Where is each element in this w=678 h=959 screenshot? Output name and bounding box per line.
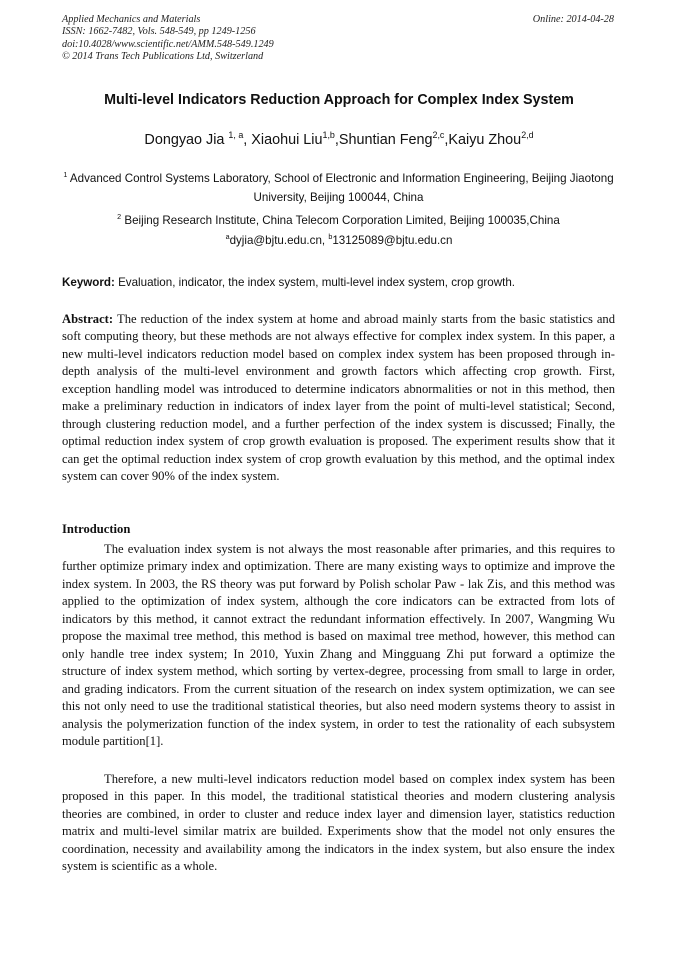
author-name: , Xiaohui Liu [243, 131, 323, 148]
journal-header [62, 14, 274, 64]
email-mark: a [225, 232, 230, 241]
paper-title: Multi-level Indicators Reduction Approach for Complex Index System [104, 92, 574, 108]
affiliation-number: 2 [117, 212, 122, 221]
abstract-text: The reduction of the index system at home and abroad mainly starts from the basic statistics and soft computing theory, but these methods are not always effective for complex index system. In this paper, a new multi-level indicators reduction model based on complex index system has been proposed through in-depth analysis of the multi-level environment and growth factors which affecting crop growth. First, exception handling model was introduced to determine indicators abnormalities or not in this method, then make a preliminary reduction in indicators of index layer from the point of multi-level statistical; Second, through clustering reduction model, and a further perfection of the index system is discussed; Finally, the optimal reduction index system of crop growth evaluation is proposed. The experiment results show that it can get the optimal reduction index system of crop growth evaluation by this method, and the optimal index system can cover 90% of the index system. [62, 312, 615, 484]
abstract [62, 311, 615, 486]
journal-name: Applied Mechanics and Materials [62, 14, 201, 25]
keywords [62, 276, 622, 289]
affiliation-number: 1 [63, 170, 68, 179]
online-date: Online: 2014-04-28 [532, 14, 614, 25]
abstract-colon: : [108, 312, 118, 326]
email-address: dyjia@bjtu.edu.cn, [229, 233, 329, 247]
affiliation-text: Advanced Control Systems Laboratory, School of Electronic and Information Engineering, Beijing Jiaotong University, Beijing 100044, China [67, 171, 614, 205]
issn-line: ISSN: 1662-7482, Vols. 548-549, pp 1249-1256 [62, 26, 256, 38]
affiliation-text: Beijing Research Institute, China Telecom Corporation Limited, Beijing 100035,China [121, 213, 560, 227]
abstract-label: Abstract [62, 312, 109, 326]
copyright-line: © 2014 Trans Tech Publications Ltd, Switzerland [62, 51, 264, 63]
author-list [0, 130, 678, 148]
author-affiliation-mark: 2,c [432, 130, 445, 140]
email-list [0, 232, 678, 247]
author-affiliation-mark: 2,d [521, 130, 534, 140]
email-address: 13125089@bjtu.edu.cn [332, 233, 453, 247]
introduction-paragraph: The evaluation index system is not always the most reasonable after primaries, and this requires to further optimize primary index and optimization. There are many existing ways to optimize and improve the index system. In 2003, the RS theory was put forward by Polish scholar Paw - lak Zis, and this method was applied to the optimization of index system, although the core indicators can be extracted from lots of indicators by this method, it cannot extract the redundant information effectively. In 2007, Wangming Wu propose the maximal tree method, this method is based on maximal tree method, however, this method can only handle tree index system; In 2010, Yuxin Zhang and Mingguang Zhi put forward a optimize the structure of index system method, which sorting by vertex-degree, processing from small to large in order, and grading indicators. From the current situation of the research on index system optimization, we can see this not only need to use the traditional statistical theories, but also need modern systems theory to assist in analysis the polymerization function of the index system, in order to test the rationality of each subsystem module partition[1]. [62, 542, 615, 748]
author-name: ,Kaiyu Zhou [444, 131, 522, 148]
introduction-paragraph: Therefore, a new multi-level indicators reduction model based on complex index system has been proposed in this paper. In this model, the traditional statistical theories and modern clustering analysis theories are combined, in order to cluster and reduce index layer and dimension layer, statistics reduction matrix and multi-level similar matrix are builded. Experiments show that the model not only ensures the coordination, necessity and availability among the indicators in the index system, but also ensure the index system is scientific as a whole. [62, 772, 615, 874]
affiliation-1 [62, 165, 615, 208]
affiliation-2 [62, 207, 615, 230]
keyword-text: Evaluation, indicator, the index system, multi-level index system, crop growth. [118, 276, 516, 289]
keyword-colon: : [110, 276, 119, 289]
keyword-label: Keyword [62, 276, 111, 289]
section-heading-introduction: Introduction [62, 522, 131, 536]
author-affiliation-mark: 1,b [322, 130, 335, 140]
author-name: Dongyao Jia [144, 131, 229, 148]
doi-line: doi:10.4028/www.scientific.net/AMM.548-549.1249 [62, 38, 274, 50]
author-name: ,Shuntian Feng [334, 131, 433, 148]
email-mark: b [328, 232, 333, 241]
author-affiliation-mark: 1, a [228, 130, 244, 140]
